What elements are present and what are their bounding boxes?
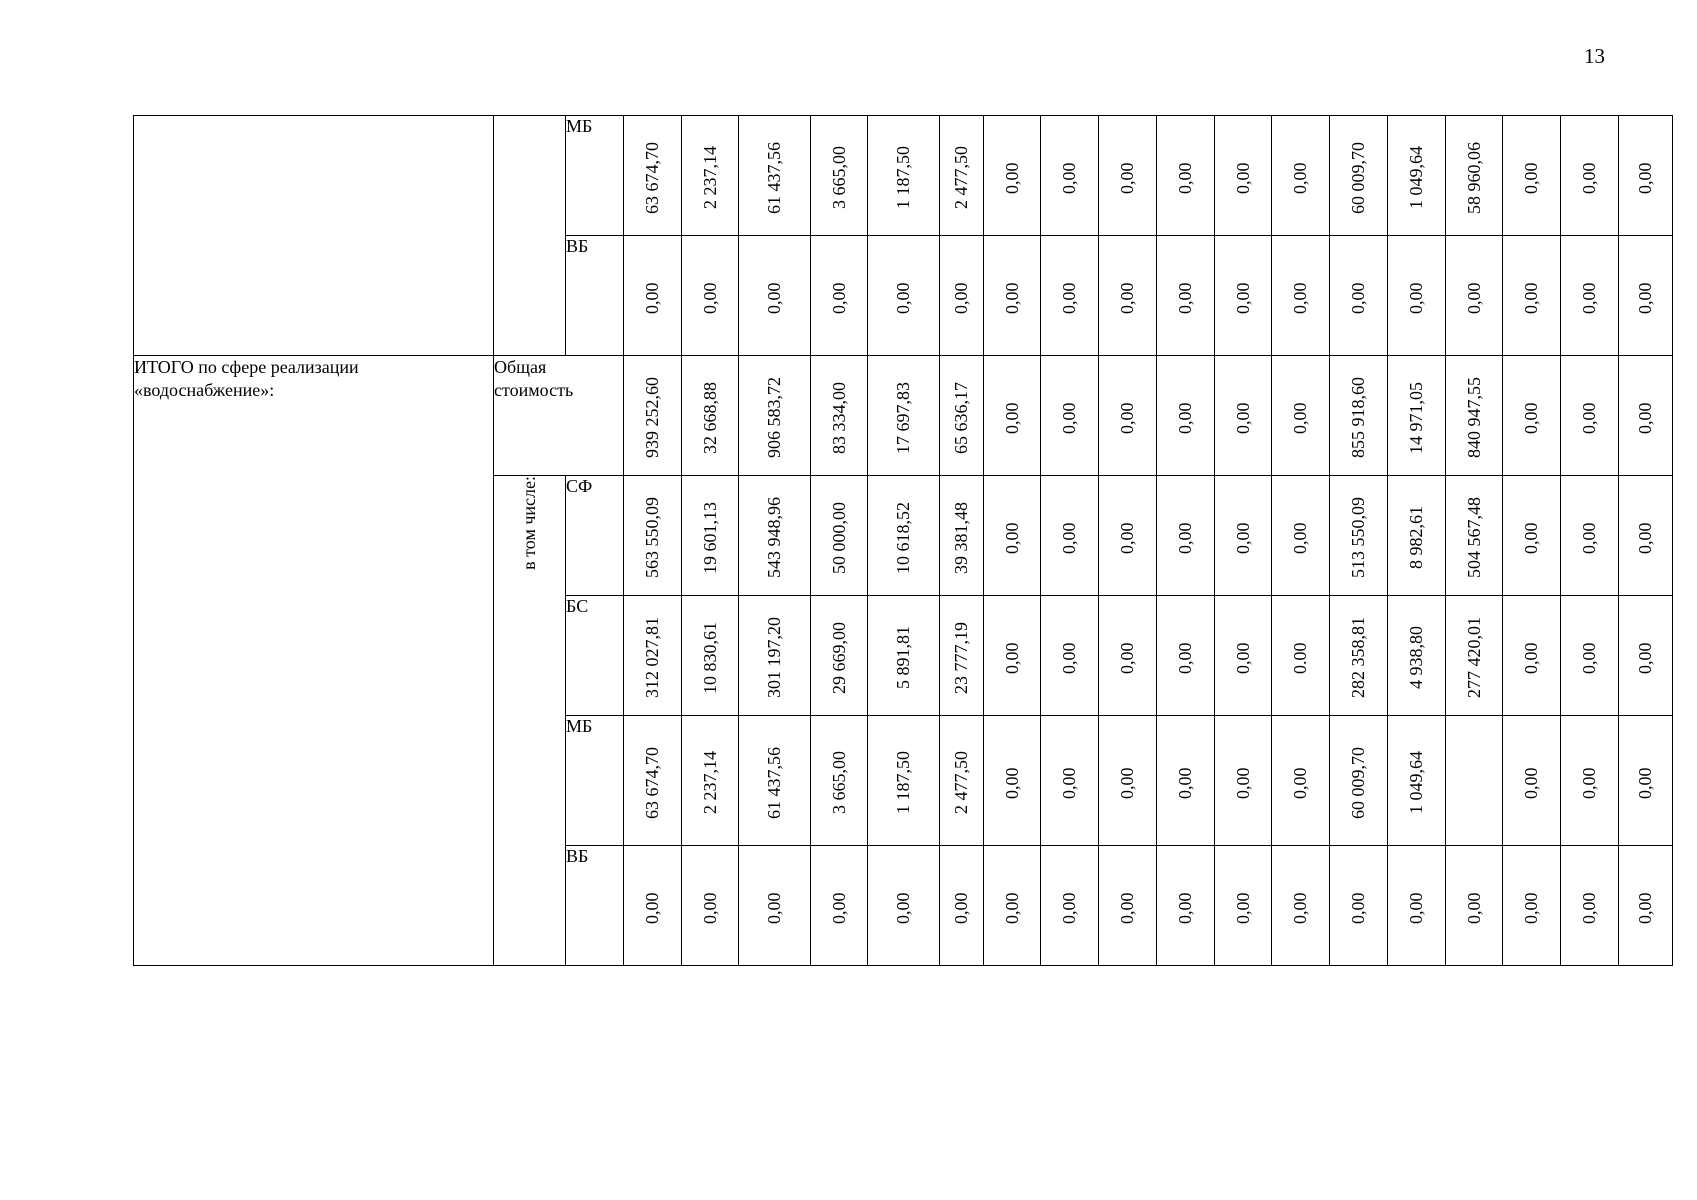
value-cell (1041, 476, 1099, 596)
value-text: 0,00 (1001, 162, 1022, 194)
value-cell (1619, 716, 1673, 846)
value-cell (1388, 596, 1446, 716)
value-text: 0,00 (1175, 767, 1195, 799)
value-cell (868, 476, 940, 596)
value-text: 0,00 (1175, 522, 1195, 554)
value-cell (1561, 476, 1619, 596)
value-text: 23 777,19 (951, 622, 971, 694)
value-text: 0,00 (1232, 402, 1253, 434)
value-text: 0,00 (764, 282, 784, 314)
value-text: 0,00 (1579, 522, 1599, 554)
value-cell (1561, 846, 1619, 966)
value-cell (1503, 596, 1561, 716)
value-cell (1157, 116, 1215, 236)
value-text: 63 674,70 (642, 142, 662, 214)
value-text: 0,00 (1117, 892, 1137, 924)
value-cell (1157, 596, 1215, 716)
value-cell (682, 716, 739, 846)
value-cell (984, 356, 1041, 476)
value-text: 0,00 (1521, 282, 1541, 314)
value-text: 0,00 (1521, 162, 1541, 194)
value-text: 855 918,60 (1348, 377, 1368, 459)
value-cell (984, 596, 1041, 716)
value-cell (1157, 716, 1215, 846)
value-text: 312 027,81 (642, 617, 662, 699)
source-label-sf: СФ (566, 476, 624, 596)
value-cell (1099, 596, 1157, 716)
including-label: в том числе: (519, 476, 539, 570)
value-text: 513 550,09 (1348, 497, 1368, 579)
value-text: 32 668,88 (699, 382, 720, 454)
value-text: 60 009,70 (1348, 142, 1368, 214)
value-cell (1388, 236, 1446, 356)
value-text: 1 187,50 (893, 751, 913, 815)
value-cell (1330, 476, 1388, 596)
value-cell (1446, 356, 1503, 476)
value-cell (1215, 356, 1272, 476)
value-text: 0,00 (1635, 162, 1655, 194)
value-text: 50 000,00 (828, 502, 849, 574)
value-text: 83 334,00 (828, 382, 849, 454)
value-text: 2 237,14 (699, 751, 720, 815)
value-cell (682, 846, 739, 966)
value-cell (1330, 846, 1388, 966)
value-text: 3 665,00 (828, 146, 849, 210)
value-text: 0,00 (1290, 522, 1310, 554)
value-text: 0,00 (1001, 642, 1022, 674)
value-text: 0,00 (1059, 642, 1079, 674)
value-cell (1041, 846, 1099, 966)
value-text: 39 381,48 (951, 502, 971, 574)
value-text: 0,00 (828, 892, 849, 924)
value-cell (682, 596, 739, 716)
value-cell (1619, 846, 1673, 966)
value-cell (1215, 716, 1272, 846)
value-cell (1157, 476, 1215, 596)
value-cell (1099, 476, 1157, 596)
value-text: 0,00 (893, 892, 913, 924)
value-text: 0,00 (1406, 892, 1426, 924)
value-cell (1446, 116, 1503, 236)
value-cell (811, 356, 868, 476)
value-text: 0,00 (642, 892, 662, 924)
value-text: 0,00 (1463, 282, 1484, 314)
value-cell (1099, 356, 1157, 476)
value-cell (984, 716, 1041, 846)
value-text: 1 049,64 (1406, 751, 1426, 815)
value-text: 1 187,50 (893, 146, 913, 210)
value-cell (811, 476, 868, 596)
value-cell (1446, 236, 1503, 356)
value-text: 29 669,00 (828, 622, 849, 694)
value-text: 0,00 (1117, 642, 1137, 674)
value-cell (811, 236, 868, 356)
row-mb-prev (134, 116, 1673, 236)
value-text: 61 437,56 (764, 747, 784, 819)
value-cell (739, 236, 811, 356)
including-cell (494, 476, 566, 966)
value-text: 0,00 (1232, 767, 1253, 799)
value-cell (739, 716, 811, 846)
value-cell (1619, 236, 1673, 356)
value-cell (1561, 356, 1619, 476)
value-cell (984, 846, 1041, 966)
value-cell (868, 846, 940, 966)
value-cell (1561, 236, 1619, 356)
value-cell (940, 476, 984, 596)
value-text: 19 601,13 (699, 502, 720, 574)
value-cell (1446, 596, 1503, 716)
value-text: 0,00 (1001, 892, 1022, 924)
value-text: 0,00 (1175, 162, 1195, 194)
value-cell (940, 236, 984, 356)
value-cell (1619, 356, 1673, 476)
value-cell (940, 596, 984, 716)
value-cell (682, 356, 739, 476)
value-cell (1041, 236, 1099, 356)
value-cell (1272, 236, 1330, 356)
value-text: 0,00 (1290, 892, 1310, 924)
value-cell (1215, 596, 1272, 716)
value-text: 3 665,00 (828, 751, 849, 815)
value-cell (1619, 596, 1673, 716)
value-text: 0,00 (1232, 282, 1253, 314)
value-text: 0,00 (1635, 282, 1655, 314)
value-text: 0,00 (642, 282, 662, 314)
value-cell (1041, 116, 1099, 236)
value-text: 14 971,05 (1406, 382, 1426, 454)
value-cell (1099, 236, 1157, 356)
value-text: 0,00 (1001, 767, 1022, 799)
value-cell (1272, 356, 1330, 476)
value-text: 504 567,48 (1463, 497, 1484, 579)
value-cell (682, 236, 739, 356)
value-cell (1503, 236, 1561, 356)
value-text: 840 947,55 (1463, 377, 1484, 459)
source-label-vb: ВБ (566, 846, 624, 966)
value-text: 282 358,81 (1348, 617, 1368, 699)
value-text: 2 477,50 (951, 146, 971, 210)
value-cell (1503, 356, 1561, 476)
value-cell (1388, 716, 1446, 846)
value-text: 0,00 (1175, 642, 1195, 674)
value-text: 0,00 (1290, 767, 1310, 799)
value-text: 0,00 (1579, 642, 1599, 674)
value-cell (984, 476, 1041, 596)
value-cell (1561, 596, 1619, 716)
value-cell (739, 116, 811, 236)
value-cell (1619, 116, 1673, 236)
value-text: 2 477,50 (951, 751, 971, 815)
value-text: 543 948,96 (764, 497, 784, 579)
value-text: 0,00 (1001, 402, 1022, 434)
value-text: 277 420,01 (1463, 617, 1484, 699)
value-text: 0,00 (1290, 162, 1310, 194)
value-text: 1 049,64 (1406, 146, 1426, 210)
value-text: 0,00 (699, 892, 720, 924)
value-text: 906 583,72 (764, 377, 784, 459)
value-cell (624, 476, 682, 596)
value-text: 61 437,56 (764, 142, 784, 214)
value-cell (682, 116, 739, 236)
value-text: 0,00 (1406, 282, 1426, 314)
value-text: 0,00 (1579, 282, 1599, 314)
value-cell (1446, 846, 1503, 966)
value-text: 0,00 (1290, 402, 1310, 434)
value-text: 58 960,06 (1463, 142, 1484, 214)
value-cell (1215, 846, 1272, 966)
value-cell (624, 116, 682, 236)
value-cell (868, 716, 940, 846)
value-text: 0,00 (1635, 522, 1655, 554)
value-cell (984, 116, 1041, 236)
value-text: 0,00 (1117, 162, 1137, 194)
value-cell (1388, 476, 1446, 596)
value-cell (624, 596, 682, 716)
value-cell (1619, 476, 1673, 596)
value-cell (624, 716, 682, 846)
value-text: 63 674,70 (642, 747, 662, 819)
value-text: 10 830,61 (699, 622, 720, 694)
value-cell (868, 116, 940, 236)
value-text: 2 237,14 (699, 146, 720, 210)
value-text: 0,00 (1175, 892, 1195, 924)
value-text: 0,00 (1117, 402, 1137, 434)
value-cell (1157, 236, 1215, 356)
value-cell (739, 356, 811, 476)
value-text: 0,00 (1521, 642, 1541, 674)
value-text: 0,00 (1635, 402, 1655, 434)
value-cell (1157, 846, 1215, 966)
value-cell (739, 476, 811, 596)
value-cell (1099, 116, 1157, 236)
value-text: 0,00 (1117, 282, 1137, 314)
value-cell (1388, 846, 1446, 966)
value-text: 0,00 (1232, 522, 1253, 554)
value-text: 0,00 (1579, 892, 1599, 924)
value-cell (1215, 476, 1272, 596)
value-cell (1330, 116, 1388, 236)
value-text: 60 009,70 (1348, 747, 1368, 819)
value-cell (868, 236, 940, 356)
value-cell (984, 236, 1041, 356)
value-cell (1272, 716, 1330, 846)
value-cell (940, 716, 984, 846)
value-cell (739, 846, 811, 966)
value-text: 939 252,60 (642, 377, 662, 459)
value-cell (1041, 716, 1099, 846)
value-text: 0,00 (1059, 522, 1079, 554)
value-text: 0,00 (1001, 282, 1022, 314)
value-text: 17 697,83 (893, 382, 913, 454)
value-text: 0,00 (1463, 892, 1484, 924)
value-cell (1330, 596, 1388, 716)
value-cell (1388, 356, 1446, 476)
value-cell (940, 356, 984, 476)
value-text: 0,00 (1232, 892, 1253, 924)
value-text: 5 891,81 (893, 626, 913, 690)
value-cell (811, 116, 868, 236)
value-text: 0,00 (951, 892, 971, 924)
value-cell (1330, 236, 1388, 356)
value-text: 0,00 (951, 282, 971, 314)
value-cell (1503, 846, 1561, 966)
itogo-label: ИТОГО по сфере реализации «водоснабжение»: (134, 356, 494, 966)
value-text: 0,00 (1175, 282, 1195, 314)
value-text: 0,00 (1521, 402, 1541, 434)
value-cell (1561, 116, 1619, 236)
value-cell (940, 116, 984, 236)
value-cell (811, 846, 868, 966)
value-cell (1503, 116, 1561, 236)
source-label-mb: МБ (566, 116, 624, 236)
prev-sub-cell (494, 116, 566, 356)
value-text: 0,00 (1521, 522, 1541, 554)
value-text: 0,00 (1059, 402, 1079, 434)
value-text: 0,00 (1635, 767, 1655, 799)
value-cell (1388, 116, 1446, 236)
value-cell (868, 596, 940, 716)
value-cell (1330, 356, 1388, 476)
value-text: 0,00 (1232, 642, 1253, 674)
value-text: 0,00 (828, 282, 849, 314)
value-cell (1503, 476, 1561, 596)
value-cell (1041, 356, 1099, 476)
value-text: 10 618,52 (893, 502, 913, 574)
value-cell (811, 716, 868, 846)
value-cell (940, 846, 984, 966)
value-cell (1272, 846, 1330, 966)
value-text: 0,00 (1521, 892, 1541, 924)
value-text: 0,00 (1579, 162, 1599, 194)
value-cell (868, 356, 940, 476)
value-text: 4 938,80 (1406, 626, 1426, 690)
value-text: 0,00 (1348, 282, 1368, 314)
value-cell (1330, 716, 1388, 846)
value-text: 0,00 (1001, 522, 1022, 554)
value-cell (1561, 716, 1619, 846)
value-text: 0,00 (1290, 282, 1310, 314)
page-number: 13 (1584, 44, 1605, 68)
value-cell (1215, 116, 1272, 236)
value-cell (1041, 596, 1099, 716)
value-text: 563 550,09 (642, 497, 662, 579)
value-cell (682, 476, 739, 596)
value-text: 0,00 (1175, 402, 1195, 434)
value-cell (624, 356, 682, 476)
value-text: 0,00 (764, 892, 784, 924)
value-cell (1446, 476, 1503, 596)
value-text: 0,00 (1117, 522, 1137, 554)
value-cell (1272, 476, 1330, 596)
value-cell (624, 236, 682, 356)
value-text: 0,00 (1059, 892, 1079, 924)
value-text: 0,00 (1059, 767, 1079, 799)
value-text: 8 982,61 (1406, 506, 1426, 570)
value-cell (1215, 236, 1272, 356)
value-text: 0,00 (1117, 767, 1137, 799)
value-text: 0,00 (1059, 162, 1079, 194)
source-label-mb: МБ (566, 716, 624, 846)
value-text: 0.00 (1290, 642, 1310, 674)
value-cell (1272, 116, 1330, 236)
budget-table (133, 115, 1673, 966)
value-cell (1503, 716, 1561, 846)
value-text: 0,00 (1635, 642, 1655, 674)
value-cell (739, 596, 811, 716)
value-text: 0,00 (1232, 162, 1253, 194)
source-label-bs: БС (566, 596, 624, 716)
value-cell (1272, 596, 1330, 716)
source-label-vb: ВБ (566, 236, 624, 356)
value-cell (624, 846, 682, 966)
value-cell (1157, 356, 1215, 476)
value-text: 0,00 (1579, 402, 1599, 434)
value-cell (1099, 716, 1157, 846)
row-total-cost (134, 356, 1673, 476)
value-text: 0,00 (893, 282, 913, 314)
prev-label-cell (134, 116, 494, 356)
value-cell (1446, 716, 1503, 846)
value-text: 301 197,20 (764, 617, 784, 699)
value-cell (811, 596, 868, 716)
value-text: 0,00 (699, 282, 720, 314)
total-cost-label: Общая стоимость (494, 356, 624, 476)
value-text: 0,00 (1348, 892, 1368, 924)
value-text: 0,00 (1521, 767, 1541, 799)
value-text: 0,00 (1635, 892, 1655, 924)
value-cell (1099, 846, 1157, 966)
value-text: 65 636,17 (951, 382, 971, 454)
value-text: 0,00 (1579, 767, 1599, 799)
value-text: 0,00 (1059, 282, 1079, 314)
